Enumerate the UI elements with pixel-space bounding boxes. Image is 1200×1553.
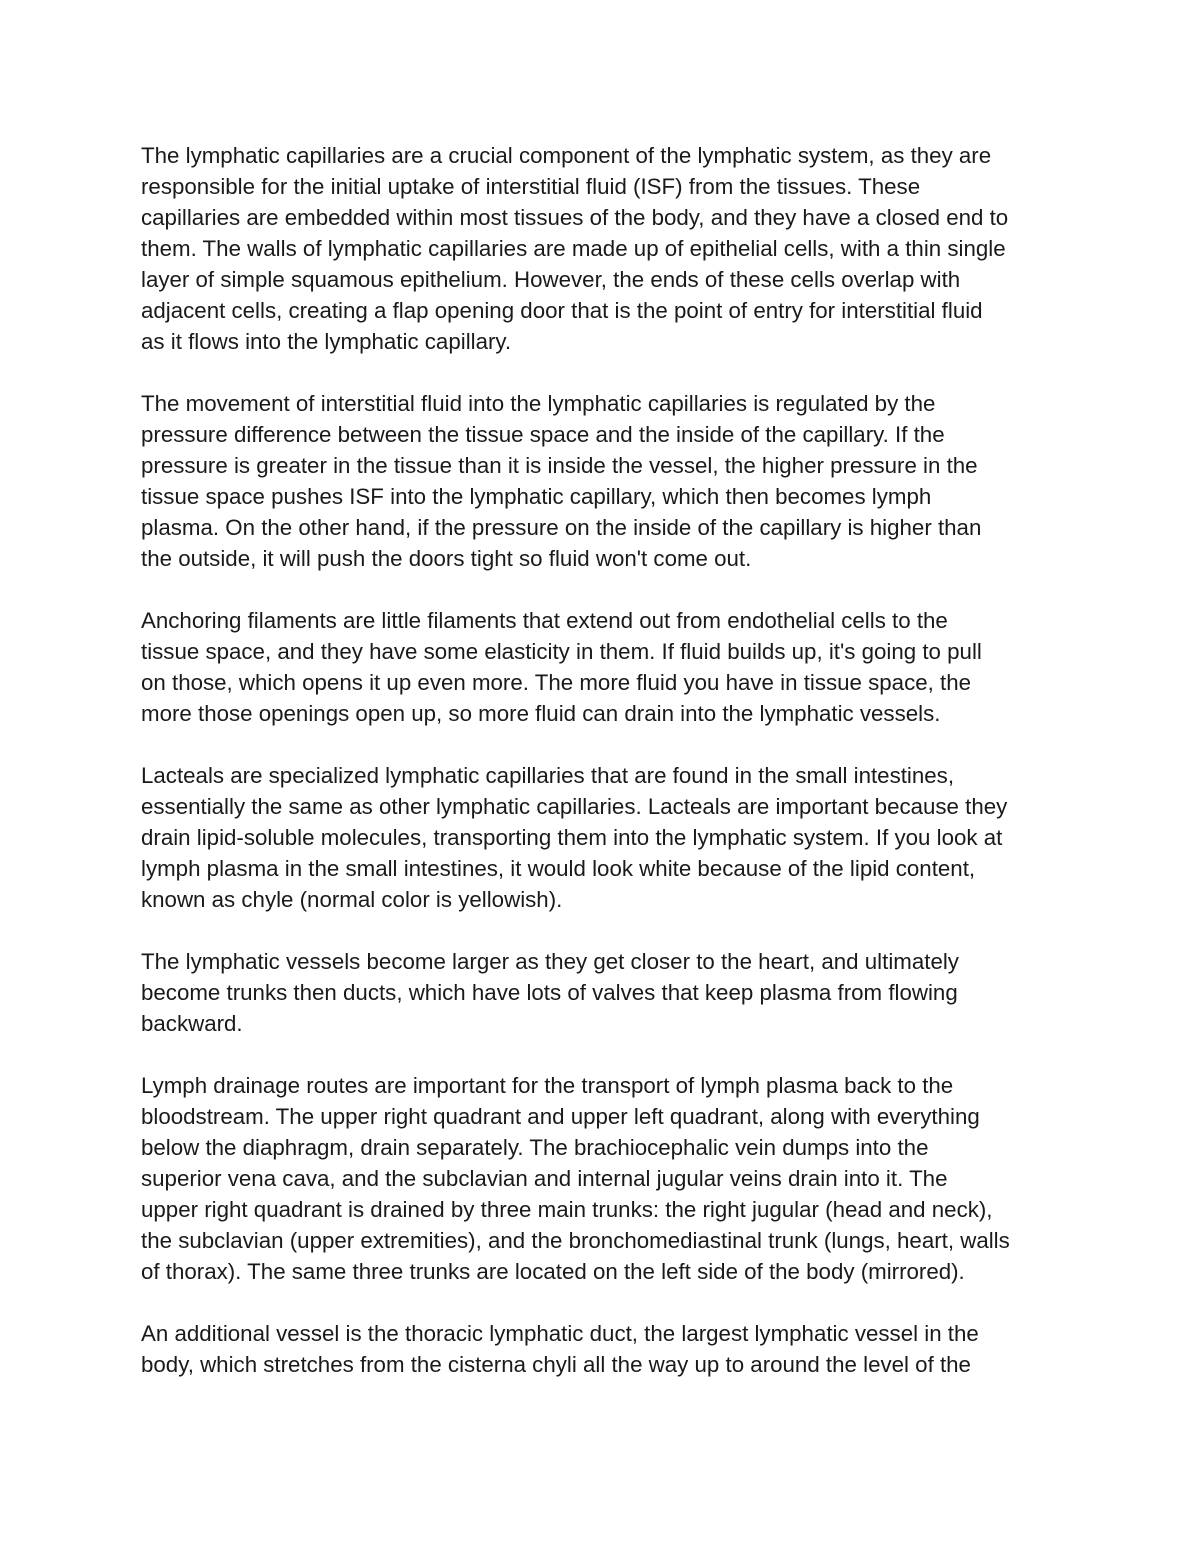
paragraph-thoracic-duct: An additional vessel is the thoracic lymphatic duct, the largest lymphatic vessel in the body, which stretches from the cisterna chyli all the way up to around the level of the (141, 1321, 979, 1377)
paragraph-lymphatic-vessels: The lymphatic vessels become larger as they get closer to the heart, and ultimately become trunks then ducts, which have lots of valves that keep plasma from flowing backward. (141, 949, 959, 1036)
paragraph-anchoring-filaments: Anchoring filaments are little filaments that extend out from endothelial cells to the tissue space, and they have some elasticity in them. If fluid builds up, it's going to pull on those, which opens it up even more. The more fluid you have in tissue space, the more those openings open up, so more fluid can drain into the lymphatic vessels. (141, 608, 982, 726)
paragraph-lacteals: Lacteals are specialized lymphatic capillaries that are found in the small intestines, essentially the same as other lymphatic capillaries. Lacteals are important because they drain lipid-soluble molecules, transporting them into the lymphatic system. If you look at lymph plasma in the small intestines, it would look white because of the lipid content, known as chyle (normal color is yellowish). (141, 763, 1008, 912)
paragraph-fluid-movement: The movement of interstitial fluid into the lymphatic capillaries is regulated by the pressure difference between the tissue space and the inside of the capillary. If the pressure is greater in the tissue than it is inside the vessel, the higher pressure in the tissue space pushes ISF into the lymphatic capillary, which then becomes lymph plasma. On the other hand, if the pressure on the inside of the capillary is higher than the outside, it will push the doors tight so fluid won't come out. (141, 391, 982, 571)
paragraph-drainage-routes: Lymph drainage routes are important for the transport of lymph plasma back to the bloodstream. The upper right quadrant and upper left quadrant, along with everything below the diaphragm, drain separately. The brachiocephalic vein dumps into the superior vena cava, and the subclavian and internal jugular veins drain into it. The upper right quadrant is drained by three main trunks: the right jugular (head and neck), the subclavian (upper extremities), and the bronchomediastinal trunk (lungs, heart, walls of thorax). The same three trunks are located on the left side of the body (mirrored). (141, 1073, 1010, 1284)
paragraph-lymphatic-capillaries: The lymphatic capillaries are a crucial component of the lymphatic system, as they are responsible for the initial uptake of interstitial fluid (ISF) from the tissues. These capillaries are embedded within most tissues of the body, and they have a closed end to them. The walls of lymphatic capillaries are made up of epithelial cells, with a thin single layer of simple squamous epithelium. However, the ends of these cells overlap with adjacent cells, creating a flap opening door that is the point of entry for interstitial fluid as it flows into the lymphatic capillary. (141, 143, 1009, 354)
